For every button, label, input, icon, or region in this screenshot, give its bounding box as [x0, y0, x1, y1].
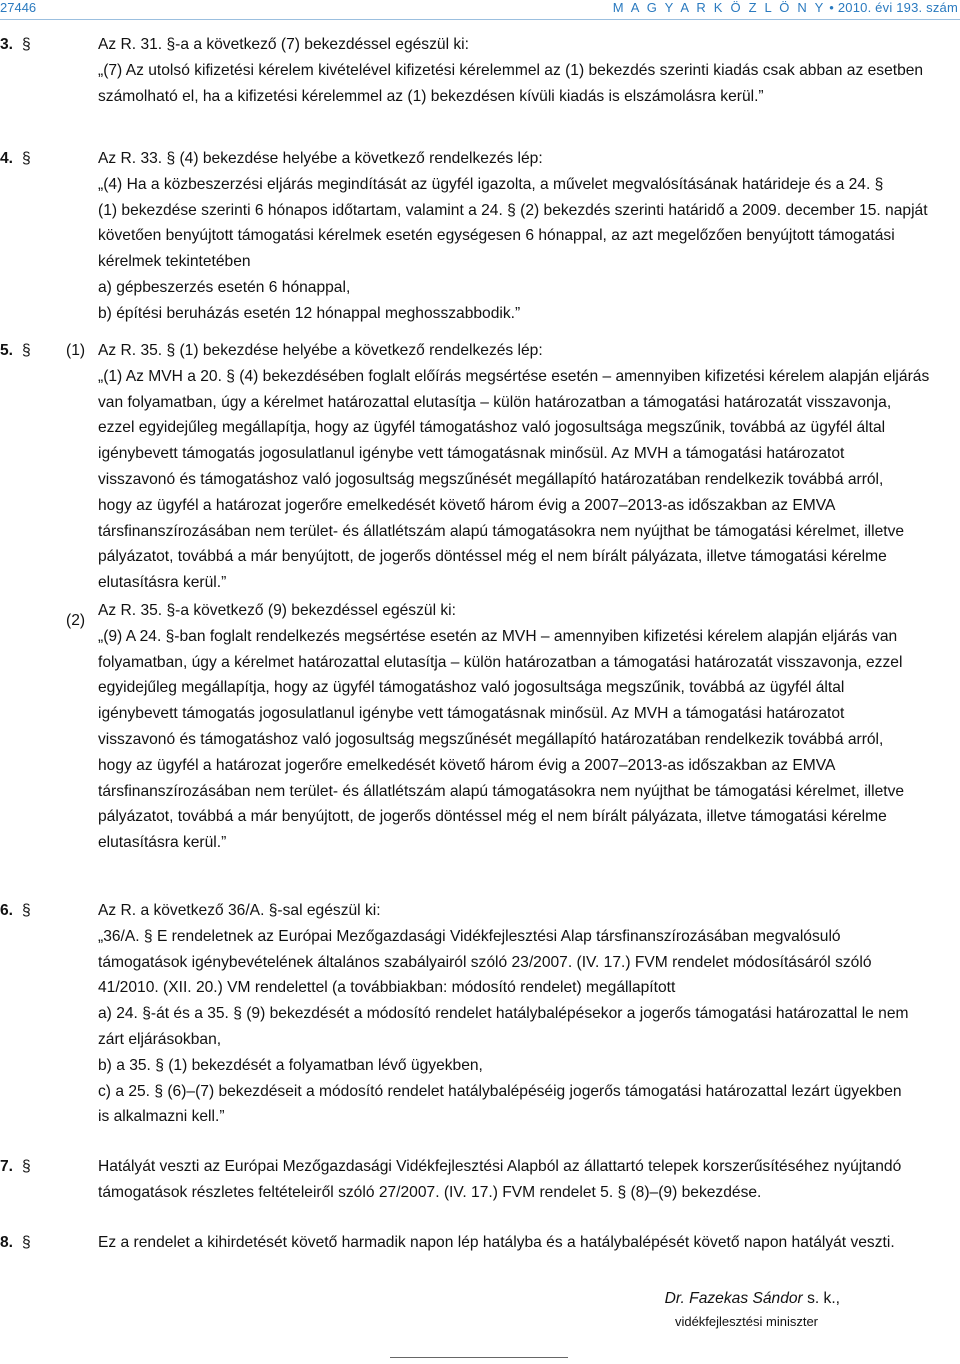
section-body	[98, 1154, 958, 1206]
section-intro: Az R. 31. §-a a következő (7) bekezdéssel egészül ki:	[98, 36, 469, 53]
text-line: hogy az ügyfél a határozat jogerőre emelkedését követő három évig a 2007–2013-as időszakban az EMVA	[98, 496, 836, 514]
text-line: elutasításra kerül.”	[98, 574, 227, 592]
section-number: 7.	[0, 1158, 14, 1175]
paragraph-number: (2)	[66, 612, 86, 629]
section-number: 6.	[0, 902, 14, 919]
text-line: „(9) A 24. §-ban foglalt rendelkezés megsértése esetén az MVH – amennyiben kifizetési kérelem alapján eljárás van	[98, 627, 898, 645]
paragraph-intro: Az R. 35. §-a következő (9) bekezdéssel egészül ki:	[98, 601, 456, 619]
list-item: a) gépbeszerzés esetén 6 hónappal,	[98, 278, 351, 296]
text-line: visszavonó és támogatáshoz való jogosultság megszűnését megállapító határozatában rendelkezik továbbá arról,	[98, 470, 884, 488]
list-item: c) a 25. § (6)–(7) bekezdéseit a módosító rendelet hatálybalépéséig jogerős támogatási határozattal lezárt ügyekben	[98, 1082, 902, 1100]
section-intro: Az R. a következő 36/A. §-sal egészül ki:	[98, 902, 381, 919]
list-item: b) építési beruházás esetén 12 hónappal meghosszabbodik.”	[98, 304, 521, 322]
section-intro: Az R. 33. § (4) bekezdése helyébe a következő rendelkezés lép:	[98, 150, 543, 167]
section-8	[0, 1230, 960, 1256]
section-symbol: §	[22, 36, 31, 53]
list-item-cont: is alkalmazni kell.”	[98, 1108, 225, 1126]
signatory-title: vidékfejlesztési miniszter	[674, 1314, 818, 1329]
section-number: 8.	[0, 1234, 14, 1251]
section-symbol: §	[22, 1158, 31, 1175]
text-line: követően benyújtott támogatási kérelmek esetén egységesen 6 hónappal, az azt megelőzően benyújtott támogatási	[98, 227, 895, 245]
text-line: folyamatban, úgy a kérelmet határozattal elutasítja – külön határozatban a támogatási határozatát visszavonja, ezzel	[98, 653, 903, 671]
text-line: (1) bekezdése szerinti 6 hónapos időtartam, valamint a 24. § (2) bekezdés szerinti határidő a 2009. december 15. napját	[98, 201, 928, 219]
section-symbol: §	[22, 150, 31, 167]
text-line: pályázatot, továbbá a már benyújtott, de jogerős döntéssel még el nem bírált pályázata, illetve támogatási kérelme	[98, 808, 887, 826]
text-line: hogy az ügyfél a határozat jogerőre emelkedését követő három évig a 2007–2013-as időszakban az EMVA	[98, 756, 836, 774]
text-line: „(4) Ha a közbeszerzési eljárás megindítását az ügyfél igazolta, a művelet megvalósításának határideje és a 24. §	[98, 175, 884, 193]
text-line: „36/A. § E rendeletnek az Európai Mezőgazdasági Vidékfejlesztési Alap társfinanszírozásában megvalósuló	[98, 927, 841, 945]
text-line: pályázatot, továbbá a már benyújtott, de jogerős döntéssel még el nem bírált pályázata, illetve támogatási kérelme	[98, 548, 887, 566]
text-line: számolható el, ha a kifizetési kérelemmel az (1) bekezdésen kívüli kiadás is elszámolásra kerül.”	[98, 87, 764, 105]
footer-rule	[390, 1357, 568, 1358]
section-body	[98, 338, 958, 856]
text-line: visszavonó és támogatáshoz való jogosultság megszűnését megállapító határozatában rendelkezik továbbá arról,	[98, 730, 884, 748]
section-3	[0, 32, 960, 109]
issue-info: 2010. évi 193. szám	[837, 0, 958, 15]
section-body	[98, 898, 958, 1130]
text-line: van folyamatban, úgy a kérelmet határozattal elutasítja – külön határozatban a támogatási határozatát visszavonja,	[98, 393, 892, 411]
text-line: „(7) Az utolsó kifizetési kérelem kivételével kifizetési kérelemmel az (1) bekezdés szerinti kiadás csak abban az esetben	[98, 61, 924, 79]
text-line: kérelmek tekintetében	[98, 253, 251, 271]
section-symbol: §	[22, 902, 31, 919]
section-symbol: §	[22, 1234, 31, 1251]
section-5	[0, 338, 960, 856]
section-symbol: §	[22, 342, 31, 359]
text-line: támogatások igénybevételének általános szabályairól szóló 23/2007. (IV. 17.) FVM rendelet módosításáról szóló	[98, 953, 872, 971]
bullet-separator: •	[829, 0, 835, 15]
text-line: igénybevett támogatás jogosulatlanul igénybe vett támogatásnak minősül. Az MVH a támogatási határozatot	[98, 705, 845, 723]
text-line: ezzel egyidejűleg megállapítja, hogy az ügyfél támogatáshoz való jogosultsága megszűnik, továbbá az ügyfél által	[98, 419, 886, 437]
text-line: „(1) Az MVH a 20. § (4) bekezdésében foglalt előírás megsértése esetén – amennyiben kifizetési kérelem alapján eljárás	[98, 367, 930, 385]
section-number: 3.	[0, 36, 14, 53]
header-rule	[0, 19, 960, 20]
text-line: igénybevett támogatás jogosulatlanul igénybe vett támogatásnak minősül. Az MVH a támogatási határozatot	[98, 445, 845, 463]
text-line: 41/2010. (XII. 20.) VM rendelettel (a továbbiakban: módosító rendelet) megállapított	[98, 979, 676, 997]
text-line: Hatályát veszti az Európai Mezőgazdasági Vidékfejlesztési Alapból az állattartó telepek korszerűsítéséhez nyújtandó	[98, 1158, 902, 1175]
text-line: támogatások részletes feltételeiről szóló 27/2007. (IV. 17.) FVM rendelet 5. § (8)–(9) bekezdése.	[98, 1183, 762, 1201]
publication-name: M A G Y A R K Ö Z L Ö N Y	[612, 0, 826, 15]
section-number: 4.	[0, 150, 14, 167]
section-6	[0, 898, 960, 1130]
signatory-name: Dr. Fazekas Sándor	[664, 1290, 803, 1307]
section-body	[98, 32, 958, 109]
list-item: b) a 35. § (1) bekezdését a folyamatban lévő ügyekben,	[98, 1056, 483, 1074]
paragraph-number: (1)	[66, 342, 86, 359]
text-line: elutasításra kerül.”	[98, 834, 227, 852]
page-number: 27446	[0, 0, 37, 15]
section-4	[0, 146, 960, 327]
page-header	[0, 0, 960, 22]
section-body	[98, 1230, 958, 1256]
signatory-suffix: s. k.,	[802, 1290, 840, 1307]
section-body	[98, 146, 958, 327]
section-7	[0, 1154, 960, 1206]
text-line: egyidejűleg megállapítja, hogy az ügyfél támogatáshoz való jogosultsága megszűnik, továbbá az ügyfél által	[98, 679, 845, 697]
list-item-cont: zárt eljárásokban,	[98, 1030, 222, 1048]
publication-info	[613, 0, 958, 16]
text-line: társfinanszírozásában nem terület- és állatlétszám alapú támogatásokra nem nyújthat be támogatási kérelmet, illetve	[98, 522, 905, 540]
paragraph-intro: Az R. 35. § (1) bekezdése helyébe a következő rendelkezés lép:	[98, 342, 543, 359]
signatory	[665, 1286, 840, 1312]
list-item: a) 24. §-át és a 35. § (9) bekezdését a módosító rendelet hatálybalépésekor a jogerős támogatási határozattal le nem	[98, 1005, 909, 1023]
text-line: Ez a rendelet a kihirdetését követő harmadik napon lép hatályba és a hatálybalépését követő napon hatályát veszti.	[98, 1234, 895, 1251]
section-number: 5.	[0, 342, 14, 359]
text-line: társfinanszírozásában nem terület- és állatlétszám alapú támogatásokra nem nyújthat be támogatási kérelmet, illetve	[98, 782, 905, 800]
